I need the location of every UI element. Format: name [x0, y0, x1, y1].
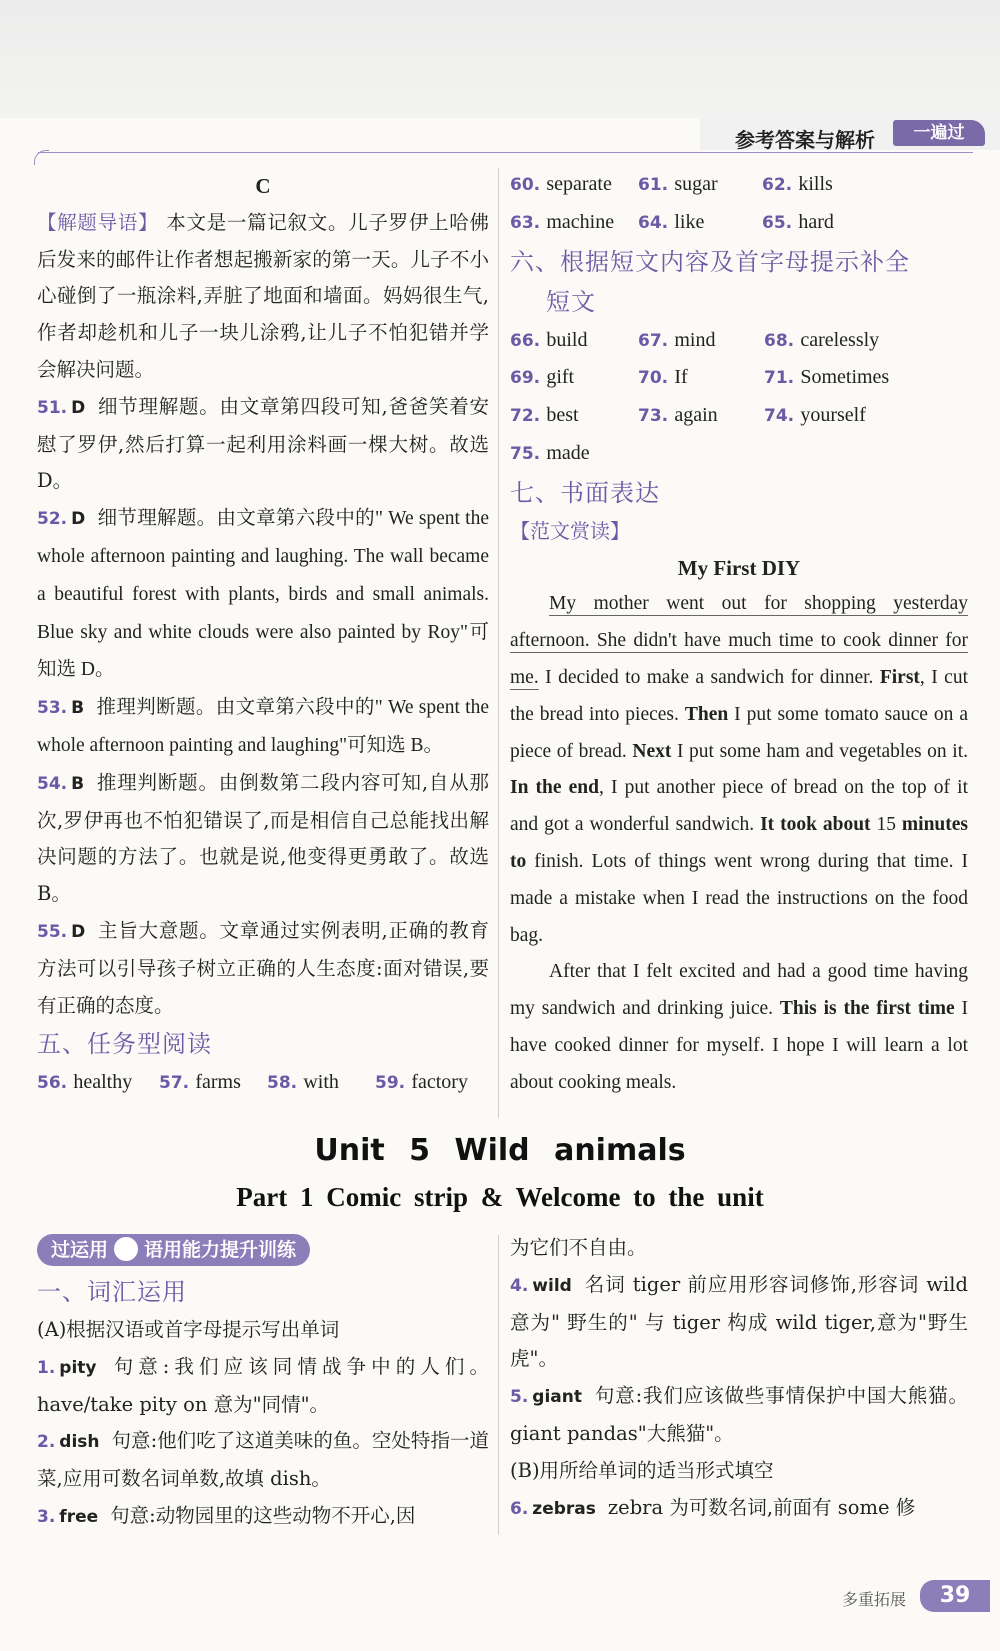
answer-number: 59.: [375, 1073, 406, 1094]
guide-label: 【解题导语】: [37, 210, 159, 234]
answer-70: [638, 359, 764, 397]
answer-item-53: [37, 689, 489, 765]
answer-word: separate: [546, 173, 612, 195]
header-rule: [38, 152, 973, 153]
item-explanation: 推理判断题。由文章第六段中的" We spent the whole afternoon painting and laughing"可知选 B。: [37, 697, 489, 756]
answer-56: [37, 1064, 159, 1102]
answer-word: kills: [798, 173, 833, 195]
answer-69: [510, 359, 638, 397]
item-explanation: 细节理解题。由文章第六段中的" We spent the whole afternoon painting and laughing. The wall became a beautiful forest with plants, birds and small animals. Blue sky and white clouds were also painted by Roy"可知选 D。: [37, 508, 489, 681]
answer-67: [638, 322, 764, 360]
essay-paragraph-2: [510, 954, 968, 1101]
answer-72: [510, 397, 638, 435]
answer-word: sugar: [674, 173, 718, 195]
answer-number: 73.: [638, 406, 669, 427]
vocab-item-1: [37, 1349, 489, 1424]
item-number: 4.: [510, 1275, 529, 1296]
guide-text: 本文是一篇记叙文。儿子罗伊上哈佛后发来的邮件让作者想起搬新家的第一天。儿子不小心碰倒了一瓶涂料,弄脏了地面和墙面。妈妈很生气,作者却趁机和儿子一块儿涂鸦,让儿子不怕犯错并学会解决问题。: [37, 210, 489, 381]
item-answer: free: [59, 1506, 99, 1527]
essay-text: , I cut the bread into pieces.: [510, 666, 968, 725]
item-explanation: 句意:我们应该做些事情保护中国大熊猫。giant pandas"大熊猫"。: [510, 1384, 968, 1445]
answer-74: [764, 397, 964, 435]
item-explanation: 名词 tiger 前应用形容词修饰,形容词 wild 意为" 野生的" 与 tiger 构成 wild tiger,意为"野生虎"。: [510, 1272, 968, 1371]
item-answer: pity: [59, 1357, 97, 1378]
item-answer: giant: [532, 1387, 582, 1408]
essay-text: , I put another piece of bread on the top of it and got a wonderful sandwich.: [510, 777, 968, 836]
answer-number: 60.: [510, 175, 541, 195]
vocab-item-2: [37, 1423, 489, 1498]
answer-item-52: [37, 500, 489, 689]
essay-text: 15: [870, 814, 902, 836]
item-explanation: 细节理解题。由文章第四段可知,爸爸笑着安慰了罗伊,然后打算一起利用涂料画一棵大树。故选 D。: [37, 394, 489, 493]
answer-number: 65.: [762, 212, 793, 233]
item-explanation: zebra 为可数名词,前面有 some 修: [607, 1495, 916, 1519]
answer-number: 72.: [510, 406, 541, 427]
answer-75: [510, 435, 638, 473]
item-number: 52.: [37, 509, 68, 530]
answer-number: 63.: [510, 212, 541, 233]
column-divider-bottom: [498, 1235, 499, 1535]
essay-bold: First: [879, 666, 920, 688]
answer-number: 69.: [510, 368, 541, 389]
practice-pill: [37, 1234, 310, 1266]
answer-word: factory: [411, 1071, 468, 1094]
answer-number: 71.: [764, 368, 795, 389]
essay-bold: This is the first time: [779, 998, 955, 1020]
answer-57: [159, 1064, 267, 1102]
right-column-top: [510, 166, 968, 1102]
item-number: 2.: [37, 1432, 56, 1453]
footer-tab-label: 多重拓展: [842, 1590, 907, 1609]
essay-paragraph-1: [510, 586, 968, 954]
answer-60: [510, 166, 638, 204]
chart-icon: [114, 1237, 138, 1261]
answer-item-51: [37, 389, 489, 500]
pill-left-label: 过运用: [51, 1239, 109, 1261]
section-6-title: 六、根据短文内容及首字母提示补全: [510, 247, 910, 276]
answer-word: healthy: [73, 1071, 133, 1094]
answers-66-75: [510, 322, 968, 473]
essay-bold: In the end: [510, 777, 599, 799]
answer-word: made: [546, 441, 590, 464]
essay-text: finish. Lots of things went wrong during that time. I made a mistake when I read the instructions on the food bag.: [510, 850, 968, 946]
answer-word: yourself: [800, 404, 866, 427]
essay-title: My First DIY: [677, 555, 801, 580]
brand-logo: 一遍过: [893, 120, 985, 146]
item-answer: zebras: [532, 1498, 596, 1519]
answer-number: 75.: [510, 443, 541, 464]
passage-heading: C: [255, 174, 271, 198]
answer-61: [638, 166, 762, 204]
unit-title: Unit 5 Wild animals: [314, 1133, 686, 1168]
item-number: 3.: [37, 1506, 56, 1527]
answer-number: 62.: [762, 175, 793, 195]
item-answer: dish: [59, 1432, 100, 1453]
answer-number: 58.: [267, 1073, 298, 1094]
answer-word: hard: [798, 210, 834, 233]
item-answer: wild: [532, 1275, 572, 1296]
left-column-top: [37, 168, 489, 1102]
answer-63: [510, 204, 638, 242]
item-number: 53.: [37, 698, 68, 719]
item-answer: D: [71, 397, 86, 418]
answer-word: If: [674, 366, 688, 389]
answer-word: again: [674, 404, 718, 427]
section-6-title-cont: 短文: [546, 287, 596, 316]
item-explanation: 推理判断题。由倒数第二段内容可知,自从那次,罗伊再也不怕犯错误了,而是相信自己总能找出解决问题的方法了。也就是说,他变得更勇敢了。故选 B。: [37, 770, 489, 906]
right-column-bottom: [510, 1230, 968, 1527]
answer-number: 68.: [764, 330, 795, 351]
answer-62: [762, 166, 962, 204]
left-column-bottom: [37, 1232, 489, 1536]
answer-66: [510, 322, 638, 360]
essay-underlined: My mother went out for shopping yesterday afternoon. She didn't have much time to cook dinner for me.: [510, 593, 968, 688]
answer-59: [375, 1064, 495, 1102]
answer-word: build: [546, 328, 588, 351]
item-3-continuation: 为它们不自由。: [510, 1236, 647, 1259]
item-number: 5.: [510, 1387, 529, 1408]
item-number: 1.: [37, 1357, 56, 1378]
answer-word: gift: [546, 366, 575, 389]
answer-word: best: [546, 404, 579, 427]
answer-item-55: [37, 913, 489, 1024]
guide-paragraph: [37, 205, 489, 389]
item-explanation: 句意:我们应该同情战争中的人们。have/take pity on 意为"同情"。: [37, 1354, 489, 1416]
answer-number: 66.: [510, 330, 541, 351]
answer-word: with: [303, 1071, 339, 1094]
vocab-item-4: [510, 1267, 968, 1378]
item-explanation: 主旨大意题。文章通过实例表明,正确的教育方法可以引导孩子树立正确的人生态度:面对错误,要有正确的态度。: [37, 918, 489, 1017]
essay-text: I have cooked dinner for myself. I hope I will learn a lot about cooking meals.: [510, 998, 968, 1093]
section-1-title: 一、词汇运用: [37, 1278, 187, 1306]
essay-bold: It took about: [760, 814, 871, 836]
answer-number: 67.: [638, 330, 669, 351]
answer-number: 61.: [638, 175, 669, 195]
vocab-item-3: [37, 1498, 489, 1536]
answer-item-54: [37, 765, 489, 913]
item-answer: B: [71, 698, 85, 719]
item-number: 51.: [37, 397, 68, 418]
answer-58: [267, 1064, 375, 1102]
essay-bold: Next: [632, 740, 672, 762]
section-5-answers: [37, 1064, 489, 1102]
answer-word: mind: [674, 328, 716, 351]
answer-number: 70.: [638, 368, 669, 389]
answer-word: machine: [546, 210, 615, 233]
answer-64: [638, 204, 762, 242]
answer-73: [638, 397, 764, 435]
pill-right-label: 语用能力提升训练: [144, 1239, 297, 1261]
sample-label: 【范文赏读】: [510, 518, 630, 543]
answer-number: 56.: [37, 1073, 68, 1094]
page-number: 39: [920, 1580, 990, 1612]
answer-word: like: [674, 210, 705, 233]
column-divider: [498, 168, 499, 1118]
header-band: [0, 0, 1000, 118]
vocab-item-6: [510, 1490, 968, 1528]
vocab-item-5: [510, 1378, 968, 1453]
item-number: 54.: [37, 773, 68, 794]
item-explanation: 句意:他们吃了这道美味的鱼。空处特指一道菜,应用可数名词单数,故填 dish。: [37, 1429, 489, 1491]
essay-text: I decided to make a sandwich for dinner.: [538, 666, 880, 688]
item-explanation: 句意:动物园里的这些动物不开心,因: [110, 1503, 416, 1527]
header-title: 参考答案与解析: [735, 128, 875, 152]
section-5-title: 五、任务型阅读: [37, 1030, 212, 1059]
answer-word: Sometimes: [800, 366, 890, 389]
sub-b-instruction: (B)用所给单词的适当形式填空: [510, 1458, 774, 1482]
item-answer: D: [71, 509, 86, 530]
item-number: 55.: [37, 921, 68, 942]
answer-word: carelessly: [800, 328, 880, 351]
answer-71: [764, 359, 964, 397]
essay-text: I put some ham and vegetables on it.: [671, 740, 968, 762]
answer-number: 64.: [638, 212, 669, 233]
essay-bold: minutes to: [510, 814, 969, 872]
section-7-title: 七、书面表达: [510, 478, 660, 507]
essay-bold: Then: [684, 703, 729, 725]
essay-text: I put some tomato sauce on a piece of bread.: [510, 703, 968, 762]
sub-a-instruction: (A)根据汉语或首字母提示写出单词: [37, 1318, 340, 1341]
item-answer: D: [71, 921, 86, 942]
essay-text: After that I felt excited and had a good time having my sandwich and drinking juice.: [510, 961, 968, 1020]
item-answer: B: [71, 773, 85, 794]
answer-68: [764, 322, 964, 360]
item-number: 6.: [510, 1498, 529, 1519]
part-title: Part 1 Comic strip & Welcome to the unit: [236, 1182, 764, 1212]
answers-60-65: [510, 166, 968, 242]
answer-number: 74.: [764, 406, 795, 427]
answer-65: [762, 204, 962, 242]
answer-word: farms: [195, 1071, 241, 1094]
answer-number: 57.: [159, 1073, 190, 1094]
